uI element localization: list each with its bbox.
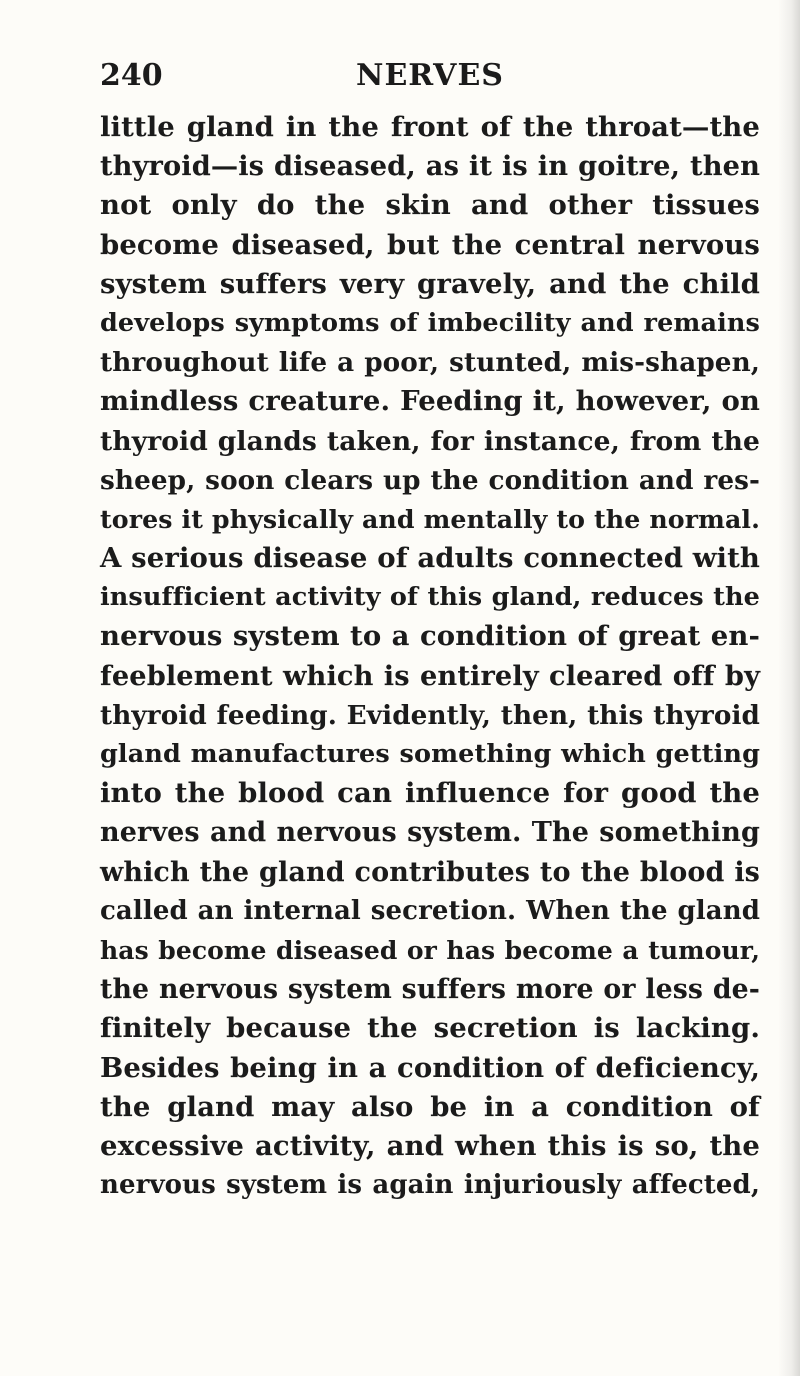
text-line-17: gland manufactures something which getting [100,739,760,769]
text-line-28: nervous system is again injuriously affected, [100,1170,760,1201]
text-line-15: feeblement which is entirely cleared off by [100,659,760,692]
text-line-19: nerves and nervous system. The something [100,817,760,849]
text-line-23: the nervous system suffers more or less de- [100,974,760,1006]
text-line-11: tores it physically and mentally to the normal. [100,503,760,534]
text-line-20: which the gland contributes to the blood is [100,856,760,888]
text-line-10: sheep, soon clears up the condition and res- [100,464,760,496]
text-line-5: system suffers very gravely, and the child [100,267,760,300]
text-line-1: little gland in the front of the throat—the [100,111,760,143]
text-line-2: thyroid—is diseased, as it is in goitre, then [100,150,760,183]
text-line-16: thyroid feeding. Evidently, then, this thyroid [100,699,760,731]
text-line-13: insufficient activity of this gland, reduces the [100,582,760,613]
text-line-3: not only do the skin and other tissues [100,189,760,222]
body-text [100,108,760,1205]
text-line-24: finitely because the secretion is lacking. [100,1012,760,1045]
text-line-8: mindless creature. Feeding it, however, on [100,385,760,418]
text-line-21: called an internal secretion. When the gland [100,895,760,926]
text-line-7: throughout life a poor, stunted, mis-shapen, [100,347,760,379]
text-line-4: become diseased, but the central nervous [100,228,760,261]
text-line-27: excessive activity, and when this is so, the [100,1129,760,1162]
running-head [100,58,760,98]
text-line-22: has become diseased or has become a tumour, [100,935,760,965]
text-line-9: thyroid glands taken, for instance, from the [100,425,760,457]
text-line-12: A serious disease of adults connected with [100,542,760,575]
text-line-25: Besides being in a condition of deficiency, [100,1051,760,1084]
text-line-6: develops symptoms of imbecility and remains [100,307,760,338]
text-line-26: the gland may also be in a condition of [100,1090,760,1123]
text-line-14: nervous system to a condition of great en- [100,620,760,653]
text-line-18: into the blood can influence for good the [100,777,760,810]
page-edge-shadow [778,0,800,1376]
page-number: 240 [100,58,163,93]
running-title: NERVES [356,58,504,93]
